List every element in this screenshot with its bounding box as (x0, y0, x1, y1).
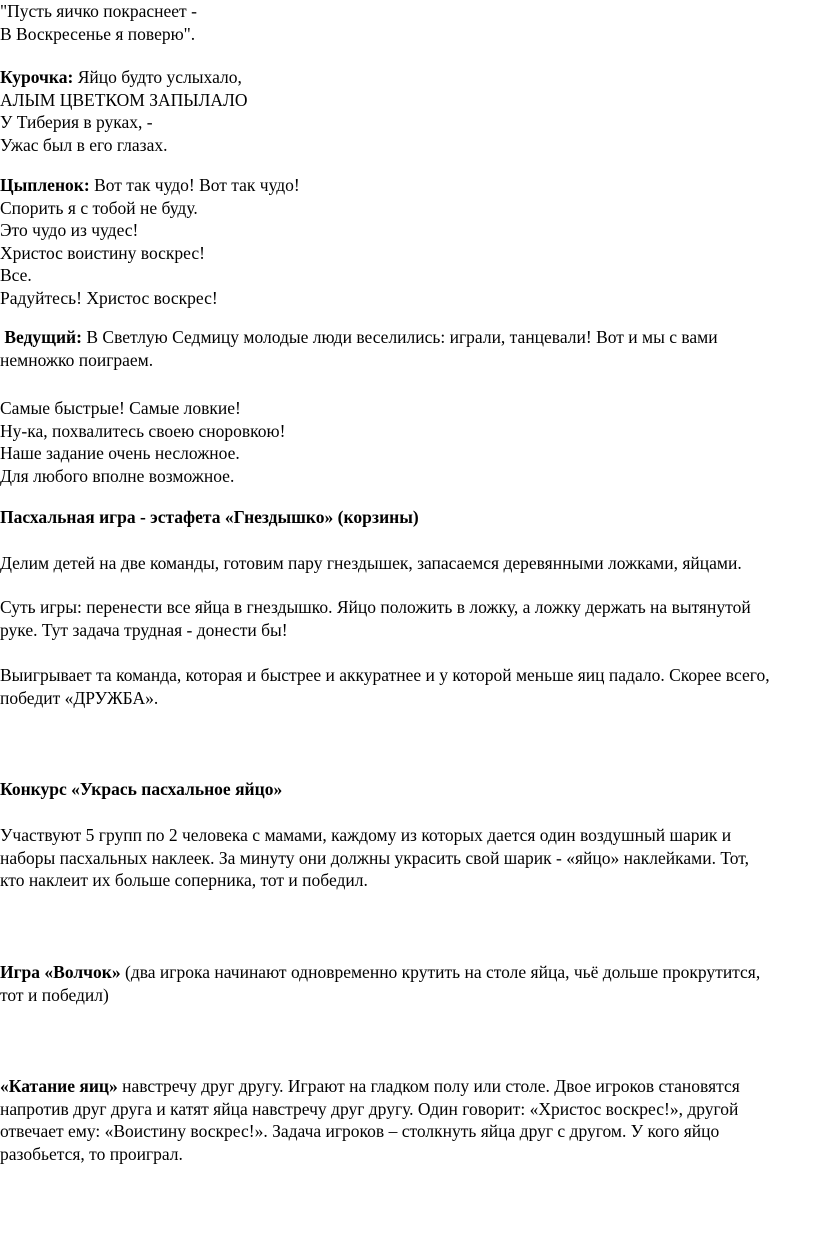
kurochka-stanza (0, 66, 812, 156)
contest-heading (0, 778, 812, 801)
text-line: Суть игры: перенести все яйца в гнездышко. Яйцо положить в ложку, а ложку держать на вытянутой (0, 597, 751, 617)
text-line: руке. Тут задача трудная - донести бы! (0, 619, 288, 640)
text-line: Участвуют 5 групп по 2 человека с мамами, каждому из которых дается один воздушный шарик и (0, 825, 732, 845)
game-nest-intro (0, 552, 812, 575)
katanie-paragraph (0, 1075, 812, 1165)
text-line: В Воскресенье я поверю". (0, 23, 196, 44)
text-line (0, 961, 812, 984)
paragraph-text: навстречу друг другу. Играют на гладком полу или столе. Двое игроков становятся (117, 1076, 740, 1096)
text-line: наборы пасхальных наклеек. За минуту они должны украсить свой шарик - «яйцо» наклейками. Тот, (0, 847, 749, 868)
text-line: АЛЫМ ЦВЕТКОМ ЗАПЫЛАЛО (0, 89, 248, 110)
text-line (0, 66, 812, 89)
section-heading: «Катание яиц» (0, 1076, 118, 1096)
text-line: Выигрывает та команда, которая и быстрее и аккуратнее и у которой меньше яиц падало. Скорее всего, (0, 665, 770, 685)
speaker-label: Цыпленок: (0, 175, 90, 195)
text-line: Спорить я с тобой не буду. (0, 197, 198, 218)
text-line: Ну-ка, похвалитесь своею сноровкою! (0, 420, 286, 441)
text-line: тот и победил) (0, 984, 109, 1005)
text-line: Наше задание очень несложное. (0, 443, 240, 463)
text-line (0, 1075, 812, 1098)
text-line: кто наклеит их больше соперника, тот и победил. (0, 870, 368, 890)
text-line: немножко поиграем. (0, 349, 154, 370)
game-nest-rules (0, 596, 812, 641)
paragraph-text: (два игрока начинают одновременно крутить на столе яйца, чьё дольше прокрутится, (120, 962, 761, 982)
text-line: Радуйтесь! Христос воскрес! (0, 287, 218, 308)
speaker-label: Ведущий: (4, 327, 82, 347)
contest-paragraph (0, 824, 812, 892)
speaker-label: Курочка: (0, 67, 74, 87)
speech-text: Яйцо будто услыхало, (73, 67, 242, 87)
text-line: напротив друг друга и катят яйца навстречу друг другу. Один говорит: «Христос воскрес!», другой (0, 1098, 739, 1119)
text-line: Христос воистину воскрес! (0, 242, 205, 263)
text-line: победит «ДРУЖБА». (0, 687, 159, 708)
text-line: У Тиберия в руках, - (0, 112, 153, 132)
text-line: Это чудо из чудес! (0, 220, 139, 240)
verse-block (0, 397, 812, 487)
volchok-paragraph (0, 961, 812, 1006)
tsyplenok-stanza (0, 174, 812, 309)
text-line (0, 174, 812, 197)
section-heading: Пасхальная игра - эстафета «Гнездышко» (корзины) (0, 507, 419, 527)
speech-text: Вот так чудо! Вот так чудо! (89, 175, 300, 195)
poem-ending (0, 0, 812, 45)
text-line: Самые быстрые! Самые ловкие! (0, 398, 241, 418)
text-line: "Пусть яичко покраснеет - (0, 1, 197, 21)
text-line: Все. (0, 265, 32, 285)
vedushchiy-paragraph (0, 326, 812, 371)
section-heading: Конкурс «Укрась пасхальное яйцо» (0, 779, 283, 799)
text-line: отвечает ему: «Воистину воскрес!». Задача игроков – столкнуть яйца друг с другом. У кого яйцо (0, 1121, 720, 1141)
text-line: разобьется, то проиграл. (0, 1143, 183, 1164)
game-nest-winner (0, 664, 812, 709)
game-nest-heading (0, 506, 812, 529)
text-line (0, 326, 812, 349)
section-heading: Игра «Волчок» (0, 962, 121, 982)
text-line: Делим детей на две команды, готовим пару гнездышек, запасаемся деревянными ложками, яйцами. (0, 553, 742, 573)
speech-text: В Светлую Седмицу молодые люди веселились: играли, танцевали! Вот и мы с вами (81, 327, 718, 347)
text-line: Для любого вполне возможное. (0, 465, 235, 486)
text-line: Ужас был в его глазах. (0, 134, 168, 155)
